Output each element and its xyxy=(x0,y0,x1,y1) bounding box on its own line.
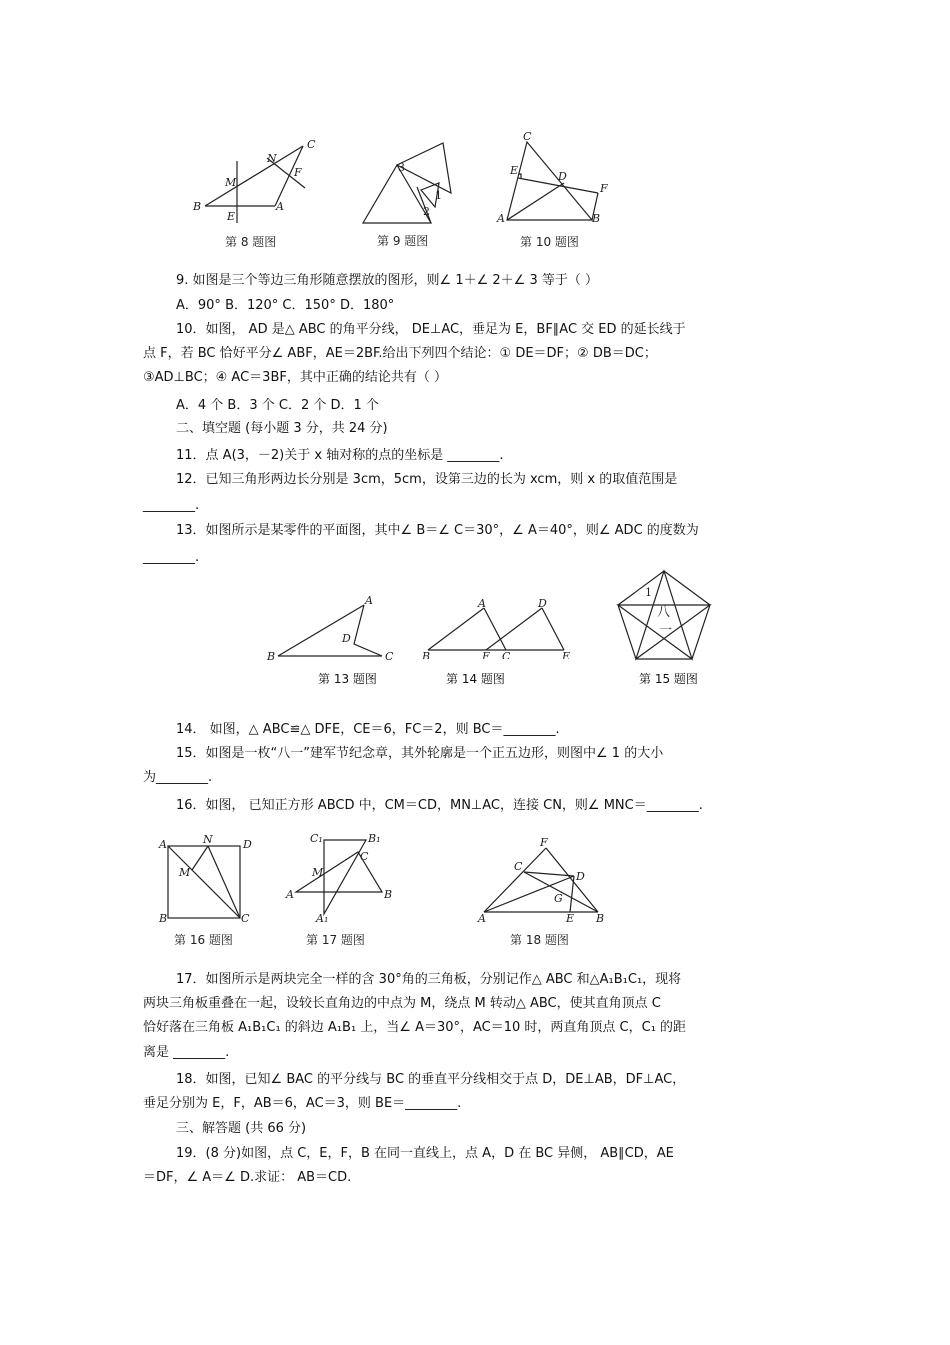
fig14-caption: 第 14 题图 xyxy=(446,672,505,686)
fig10-label-c: C xyxy=(523,130,532,143)
fig9-label-2: 2 xyxy=(423,205,430,218)
fig10-label-b: B xyxy=(592,212,601,225)
fig18-label-d: D xyxy=(576,870,585,883)
fig18-label-a: A xyxy=(478,912,486,925)
fig8-label-f: F xyxy=(294,166,302,179)
q9-stem: 9. 如图是三个等边三角形随意摆放的图形，则∠ 1＋∠ 2＋∠ 3 等于（ ） xyxy=(176,273,598,288)
fig8-label-e: E xyxy=(227,210,236,223)
figure-q17 xyxy=(282,830,402,955)
q15-stem-line2: 为________. xyxy=(143,770,213,785)
fig18-label-f: F xyxy=(540,836,548,849)
fig17-label-a1: A₁ xyxy=(316,912,329,925)
fig13-label-b: B xyxy=(267,650,276,660)
q10-options: A．4 个 B．3 个 C．2 个 D．1 个 xyxy=(176,398,379,413)
fig18-caption: 第 18 题图 xyxy=(510,933,569,947)
q17-stem-line1: 17．如图所示是两块完全一样的含 30°角的三角板，分别记作△ ABC 和△A₁B₁C₁，现将 xyxy=(176,972,682,987)
fig15-label-1: 1 xyxy=(645,586,652,599)
fig15-label-yi: 一 xyxy=(659,623,673,638)
section-solve-heading: 三、解答题 (共 66 分) xyxy=(176,1121,307,1136)
fig17-label-b: B xyxy=(384,888,393,901)
fig17-label-b1: B₁ xyxy=(368,832,381,845)
fig16-label-n: N xyxy=(203,833,213,846)
section-fill-blank-heading: 二、填空题 (每小题 3 分，共 24 分) xyxy=(176,421,388,436)
q10-stem-line3: ③AD⊥BC；④ AC＝3BF，其中正确的结论共有（ ） xyxy=(143,370,447,385)
fig13-label-a: A xyxy=(365,594,373,607)
fig16-label-c: C xyxy=(241,912,250,925)
figure-q10 xyxy=(492,128,617,253)
fig13-caption: 第 13 题图 xyxy=(318,672,377,686)
q17-stem-line2: 两块三角板重叠在一起，设较长直角边的中点为 M，绕点 M 转动△ ABC，使其直角顶点 C xyxy=(143,996,661,1011)
figure-q15 xyxy=(614,568,714,664)
figure-q14 xyxy=(418,594,578,659)
fig9-label-1: 1 xyxy=(435,189,442,202)
fig13-label-c: C xyxy=(385,650,394,660)
q16-stem: 16．如图， 已知正方形 ABCD 中，CM＝CD，MN⊥AC，连接 CN，则∠ MNC＝________. xyxy=(176,798,703,813)
fig8-label-n: N xyxy=(267,152,277,165)
q19-stem-line1: 19．(8 分)如图，点 C，E，F，B 在同一直线上，点 A，D 在 BC 异侧， AB∥CD，AE xyxy=(176,1146,674,1161)
fig16-label-m: M xyxy=(179,866,191,879)
q12-stem-line2: ________. xyxy=(143,498,200,513)
fig14-label-f: F xyxy=(482,650,490,659)
fig10-label-f: F xyxy=(600,182,608,195)
fig18-label-c: C xyxy=(514,860,523,873)
figure-q13 xyxy=(262,590,402,660)
q9-options: A．90° B．120° C．150° D．180° xyxy=(176,298,395,313)
fig10-caption: 第 10 题图 xyxy=(520,235,579,249)
fig8-label-m: M xyxy=(225,176,237,189)
fig8-label-a: A xyxy=(276,200,284,213)
fig10-label-e: E xyxy=(510,164,519,177)
q17-stem-line3: 恰好落在三角板 A₁B₁C₁ 的斜边 A₁B₁ 上，当∠ A＝30°，AC＝10 时，两直角顶点 C，C₁ 的距 xyxy=(143,1020,687,1035)
q14-stem: 14． 如图，△ ABC≌△ DFE，CE＝6，FC＝2，则 BC＝________. xyxy=(176,722,560,737)
fig15-caption: 第 15 题图 xyxy=(639,672,698,686)
fig16-label-a: A xyxy=(159,838,167,851)
fig14-label-b: B xyxy=(422,650,431,659)
fig18-label-b: B xyxy=(596,912,605,925)
fig17-label-a: A xyxy=(286,888,294,901)
q10-stem-line1: 10．如图， AD 是△ ABC 的角平分线， DE⊥AC，垂足为 E，BF∥AC 交 ED 的延长线于 xyxy=(176,322,686,337)
fig18-label-e: E xyxy=(566,912,575,925)
q15-stem-line1: 15．如图是一枚“八一”建军节纪念章，其外轮廓是一个正五边形，则图中∠ 1 的大小 xyxy=(176,746,664,761)
q19-stem-line2: ＝DF，∠ A＝∠ D.求证： AB＝CD. xyxy=(143,1170,352,1185)
fig17-label-c1: C₁ xyxy=(310,832,323,845)
fig10-label-a: A xyxy=(497,212,505,225)
fig14-label-e: E xyxy=(562,650,571,659)
fig16-label-d: D xyxy=(243,838,252,851)
fig17-label-m: M xyxy=(312,866,324,879)
fig8-caption: 第 8 题图 xyxy=(225,235,277,249)
fig16-label-b: B xyxy=(159,912,168,925)
q13-stem-line1: 13．如图所示是某零件的平面图，其中∠ B＝∠ C＝30°，∠ A＝40°，则∠ ADC 的度数为 xyxy=(176,523,699,538)
fig10-label-d: D xyxy=(558,170,567,183)
fig8-label-c: C xyxy=(307,138,316,151)
figure-q9 xyxy=(355,135,465,253)
fig9-label-3: 3 xyxy=(398,161,405,174)
fig17-label-c: C xyxy=(360,850,369,863)
q12-stem-line1: 12．已知三角形两边长分别是 3cm，5cm，设第三边的长为 xcm，则 x 的取值范围是 xyxy=(176,472,678,487)
fig8-label-b: B xyxy=(193,200,202,213)
figure-q8 xyxy=(185,128,325,253)
q13-stem-line2: ________. xyxy=(143,550,200,565)
q11-stem: 11．点 A(3，－2)关于 x 轴对称的点的坐标是 ________. xyxy=(176,448,504,463)
fig14-label-d: D xyxy=(538,597,547,610)
fig13-label-d: D xyxy=(342,632,351,645)
figure-q16 xyxy=(152,830,267,955)
q18-stem-line1: 18．如图，已知∠ BAC 的平分线与 BC 的垂直平分线相交于点 D，DE⊥AB，DF⊥AC， xyxy=(176,1072,686,1087)
fig15-label-ba: 八 xyxy=(657,605,671,620)
fig18-label-g: G xyxy=(554,892,563,905)
figure-q18 xyxy=(470,830,620,955)
fig17-caption: 第 17 题图 xyxy=(306,933,365,947)
q10-stem-line2: 点 F，若 BC 恰好平分∠ ABF，AE＝2BF.给出下列四个结论：① DE＝DF；② DB＝DC； xyxy=(143,346,657,361)
q17-stem-line4: 离是 ________. xyxy=(143,1045,230,1060)
fig16-caption: 第 16 题图 xyxy=(174,933,233,947)
fig9-caption: 第 9 题图 xyxy=(377,234,429,248)
q18-stem-line2: 垂足分别为 E，F，AB＝6，AC＝3，则 BE＝________. xyxy=(143,1096,462,1111)
fig14-label-a: A xyxy=(478,597,486,610)
fig14-label-c: C xyxy=(502,650,511,659)
